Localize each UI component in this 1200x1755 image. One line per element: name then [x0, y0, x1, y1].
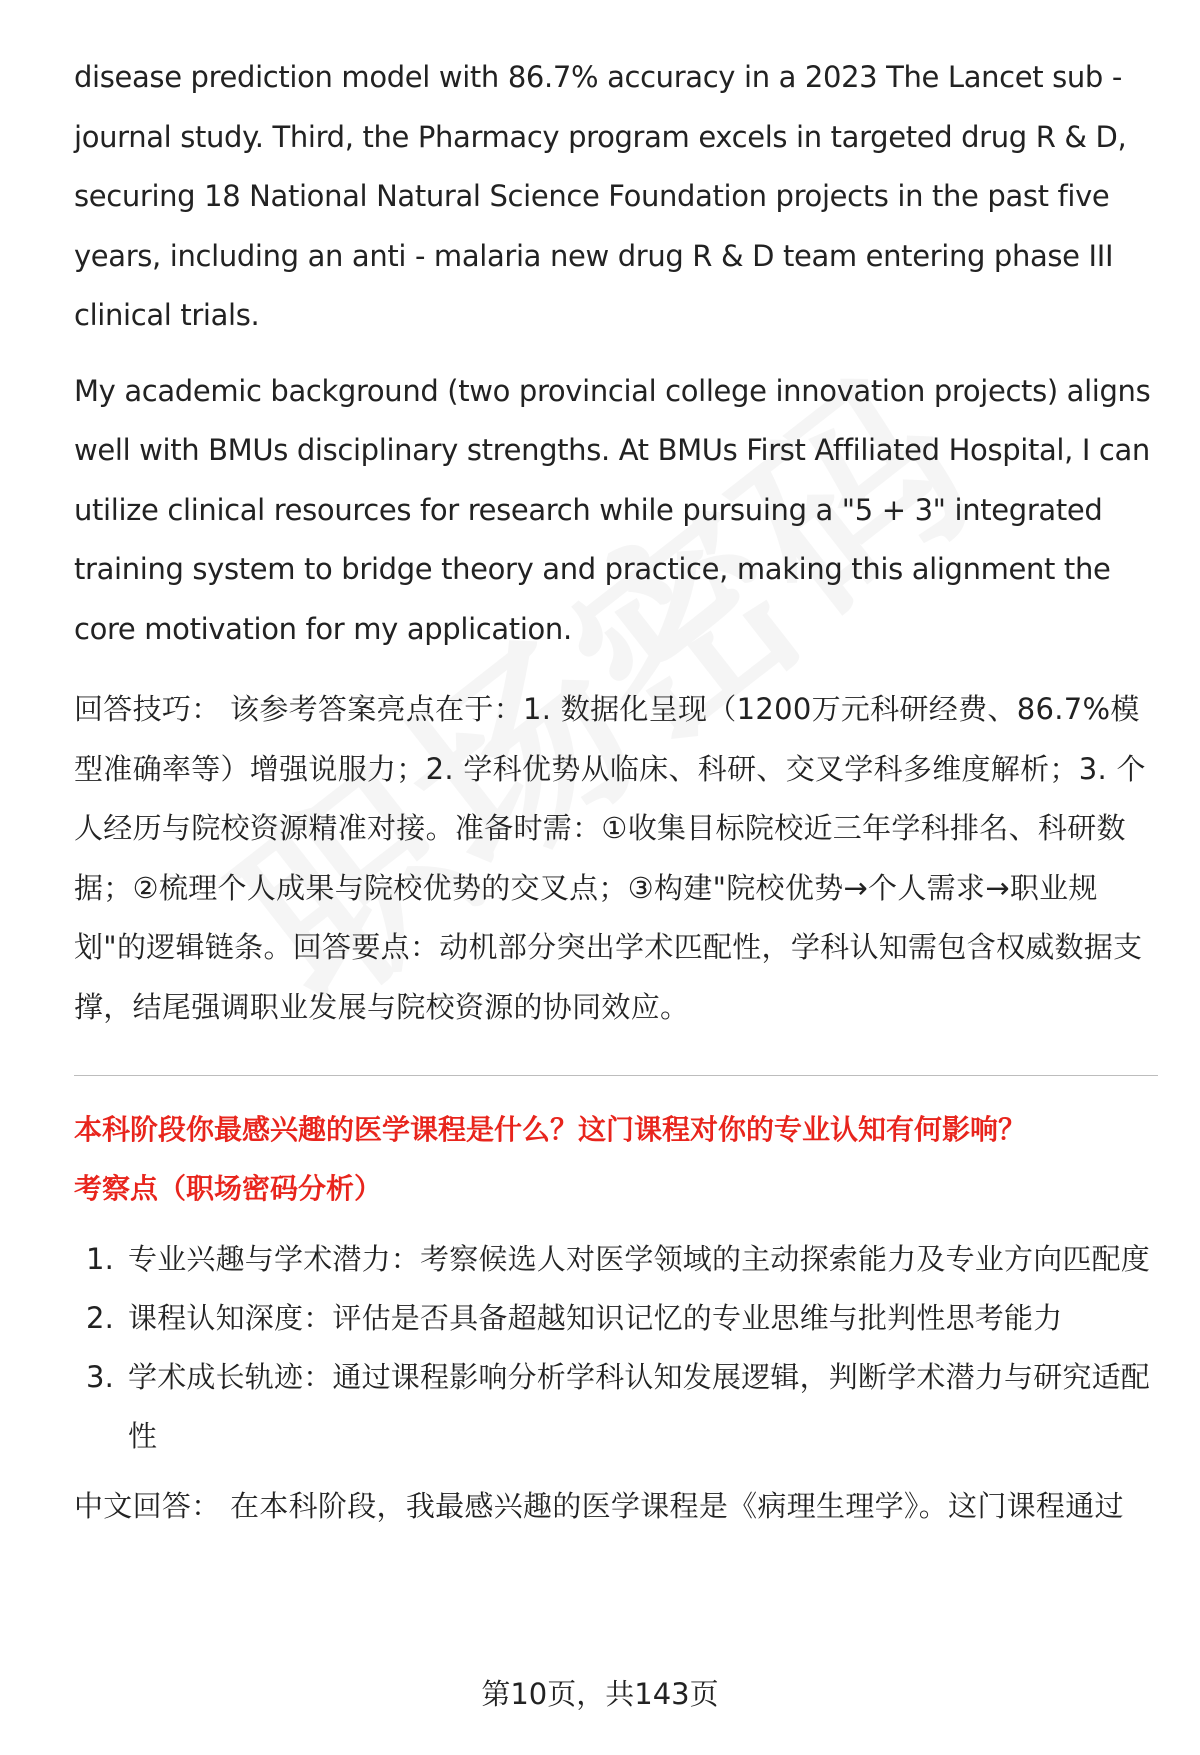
assessment-subheading: 考察点（职场密码分析）	[74, 1172, 383, 1205]
list-item-number: 2.	[86, 1301, 115, 1335]
page-content	[74, 48, 1158, 1537]
section-divider	[74, 1075, 1158, 1076]
list-item-text: 学术成长轨迹：通过课程影响分析学科认知发展逻辑，判断学术潜力与研究适配性	[128, 1360, 1151, 1453]
question-heading: 本科阶段你最感兴趣的医学课程是什么？这门课程对你的专业认知有何影响？	[74, 1113, 1027, 1146]
list-item	[74, 1289, 1158, 1348]
paragraph-english-2: My academic background (two provincial college innovation projects) aligns well with BMUs disciplinary strengths. At BMUs First Affiliated Hospital, I can utilize clinical resources for research while pursuing a "5 + 3" integrated training system to bridge theory and practice, making this alignment the core motivation for my application.	[74, 373, 1151, 646]
chinese-answer-start: 中文回答： 在本科阶段，我最感兴趣的医学课程是《病理生理学》。这门课程通过	[74, 1489, 1124, 1523]
list-item-text: 课程认知深度：评估是否具备超越知识记忆的专业思维与批判性思考能力	[128, 1301, 1063, 1335]
paragraph-english-1: disease prediction model with 86.7% accuracy in a 2023 The Lancet sub - journal study. Third, the Pharmacy program excels in targeted drug R & D, securing 18 National Natural Science Foundation projects in the past five years, including an anti - malaria new drug R & D team entering phase III clinical trials.	[74, 60, 1127, 332]
answer-tips: 回答技巧： 该参考答案亮点在于：1. 数据化呈现（1200万元科研经费、86.7%模型准确率等）增强说服力；2. 学科优势从临床、科研、交叉学科多维度解析；3. 个人经历与院校资源精准对接。准备时需：①收集目标院校近三年学科排名、科研数据；②梳理个人成果与院校优势的交叉点；③构建"院校优势→个人需求→职业规划"的逻辑链条。回答要点：动机部分突出学术匹配性，学科认知需包含权威数据支撑，结尾强调职业发展与院校资源的协同效应。	[74, 692, 1146, 1024]
list-item-number: 1.	[86, 1242, 115, 1276]
assessment-points-list	[74, 1230, 1158, 1466]
list-item-text: 专业兴趣与学术潜力：考察候选人对医学领域的主动探索能力及专业方向匹配度	[128, 1242, 1151, 1276]
page-number-footer: 第10页，共143页	[481, 1677, 719, 1711]
list-item-number: 3.	[86, 1360, 115, 1394]
list-item	[74, 1230, 1158, 1289]
list-item	[74, 1348, 1158, 1466]
